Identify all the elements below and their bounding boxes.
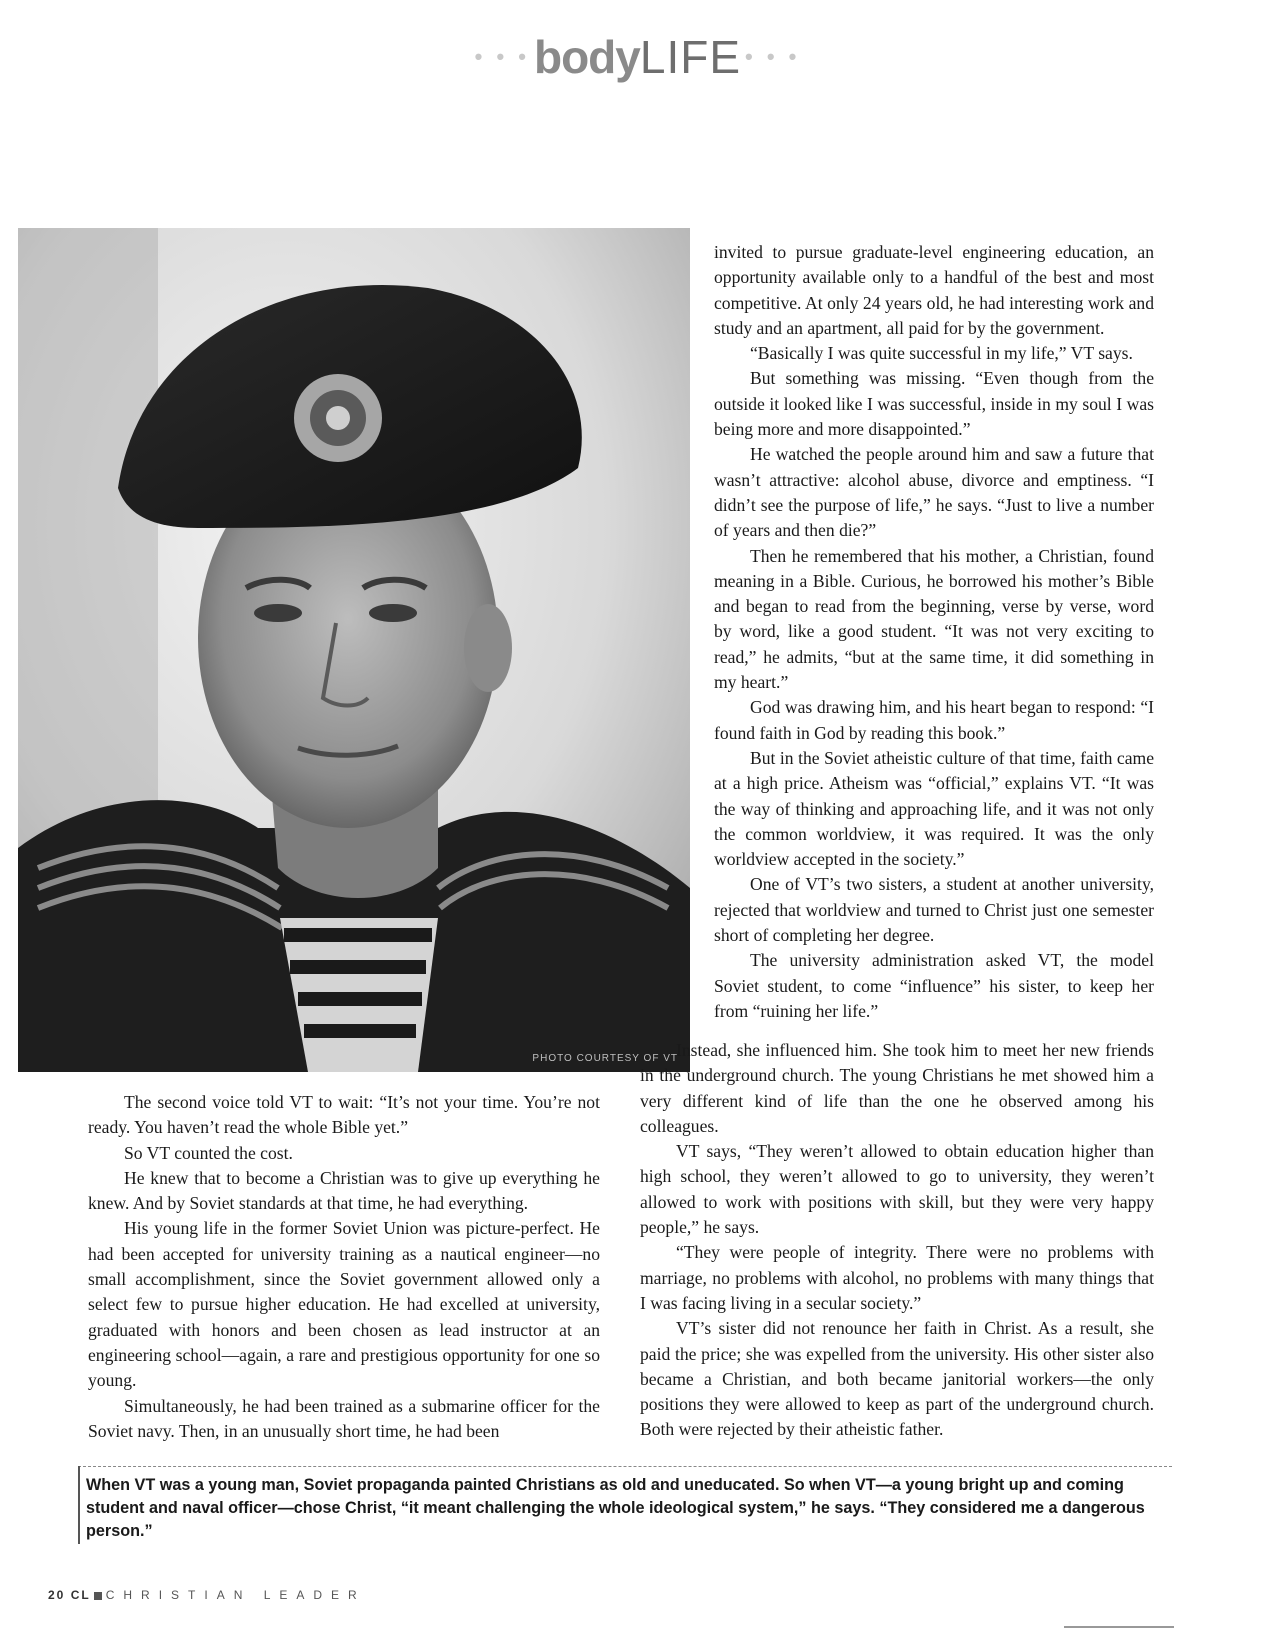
paragraph: “Basically I was quite successful in my life,” VT says. <box>750 343 1133 364</box>
header-body-word: body <box>533 31 640 83</box>
article-column-right-top <box>714 240 1154 1024</box>
portrait-illustration <box>18 228 690 1072</box>
header-dots-right: • • • <box>745 44 801 69</box>
pullquote: When VT was a young man, Soviet propaganda painted Christians as old and uneducated. So when VT—a young bright up and coming student and naval officer—chose Christ, “it meant challenging the whole ideological system,” he says. “They considered me a dangerous person.” <box>86 1476 1145 1540</box>
paragraph: Then he remembered that his mother, a Christian, found meaning in a Bible. Curious, he borrowed his mother’s Bible and began to read from the beginning, verse by verse, word by word, like a good student. “It was not very exciting to read,” he admits, “but at the same time, it did something in my heart.” <box>714 545 1154 693</box>
section-header <box>0 30 1275 84</box>
header-life-word: LIFE <box>639 31 742 83</box>
pullquote-bar <box>78 1466 80 1544</box>
pullquote-divider <box>78 1466 1172 1467</box>
paragraph: VT’s sister did not renounce her faith in Christ. As a result, she paid the price; she was expelled from the university. His other sister also became a Christian, and both became janitorial workers—the only positions they were allowed to keep as part of the underground church. Both were rejected by their atheistic father. <box>640 1318 1154 1440</box>
article-column-right-bottom <box>640 1038 1154 1443</box>
paragraph: He watched the people around him and saw a future that wasn’t attractive: alcohol abuse, divorce and emptiness. “I didn’t see the purpose of life,” he says. “Just to live a number of years and then die?” <box>714 444 1154 541</box>
footer-rule <box>1064 1626 1174 1628</box>
paragraph: The university administration asked VT, the model Soviet student, to come “influence” his sister, to keep her from “ruining her life.” <box>714 950 1154 1021</box>
paragraph: But something was missing. “Even though from the outside it looked like I was successful, inside in my soul I was being more and more disappointed.” <box>714 368 1154 440</box>
paragraph: God was drawing him, and his heart began to respond: “I found faith in God by reading this book.” <box>714 697 1154 743</box>
paragraph: VT says, “They weren’t allowed to obtain education higher than high school, they weren’t allowed to go to university, they weren’t allowed to work with positions with skill, but they were very happy people,” he says. <box>640 1141 1154 1238</box>
footer-cl: CL <box>70 1588 91 1602</box>
paragraph: One of VT’s two sisters, a student at another university, rejected that worldview and turned to Christ just one semester short of completing her degree. <box>714 874 1154 946</box>
header-dots-left: • • • <box>474 44 530 69</box>
magazine-name: CHRISTIAN LEADER <box>105 1588 366 1602</box>
paragraph: He knew that to become a Christian was to give up everything he knew. And by Soviet standards at that time, he had everything. <box>88 1167 600 1214</box>
paragraph: So VT counted the cost. <box>124 1142 293 1163</box>
page-number: 20 <box>48 1588 66 1602</box>
paragraph: But in the Soviet atheistic culture of that time, faith came at a high price. Atheism was “official,” explains VT. “It was the way of thinking and approaching life, and it was not only the common worldview, it was required. It was the only worldview accepted in the society.” <box>714 747 1154 870</box>
page-footer <box>48 1588 366 1602</box>
paragraph: Simultaneously, he had been trained as a submarine officer for the Soviet navy. Then, in an unusually short time, he had been <box>88 1395 600 1441</box>
photo-credit: PHOTO COURTESY OF VT <box>532 1053 678 1064</box>
square-icon <box>94 1592 102 1600</box>
paragraph: “They were people of integrity. There were no problems with marriage, no problems with alcohol, no problems with many things that I was facing living in a secular society.” <box>640 1242 1154 1313</box>
paragraph: invited to pursue graduate-level engineering education, an opportunity available only to a handful of the best and most competitive. At only 24 years old, he had interesting work and study and an apartment, all paid for by the government. <box>714 242 1154 338</box>
paragraph: His young life in the former Soviet Union was picture-perfect. He had been accepted for university training as a nautical engineer—no small accomplishment, since the Soviet government allowed only a select few to pursue higher education. He had excelled at university, graduated with honors and been chosen as lead instructor at an engineering school—again, a rare and prestigious opportunity for one so young. <box>88 1218 600 1391</box>
article-column-left-bottom <box>88 1090 600 1444</box>
portrait-photo <box>18 228 690 1072</box>
paragraph: Instead, she influenced him. She took him to meet her new friends in the underground church. The young Christians he met showed him a very different kind of life than the one he observed among his colleagues. <box>640 1040 1154 1136</box>
paragraph: The second voice told VT to wait: “It’s not your time. You’re not ready. You haven’t read the whole Bible yet.” <box>88 1092 600 1138</box>
